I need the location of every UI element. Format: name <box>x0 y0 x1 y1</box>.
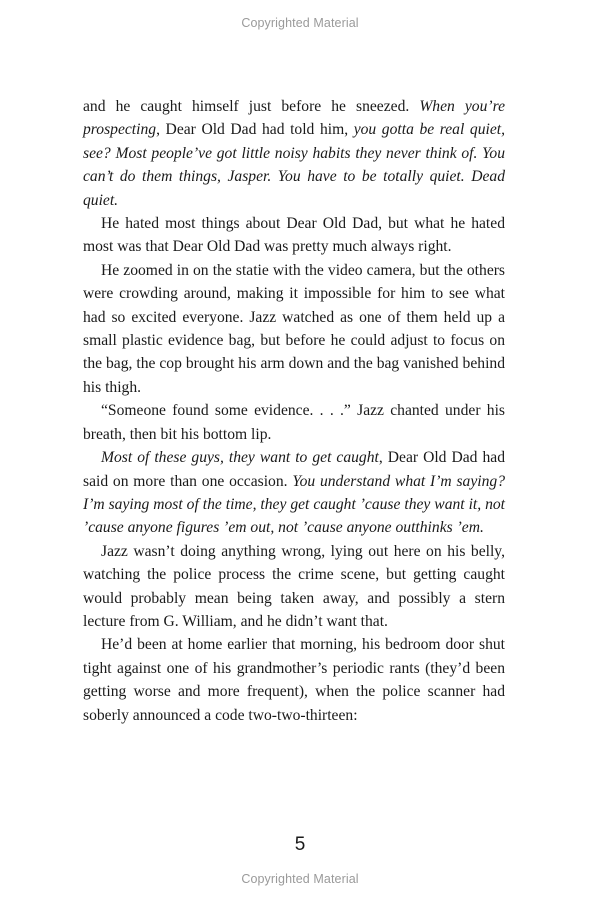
italic-text-run: When you’re prospecting <box>83 98 505 139</box>
text-run: He zoomed in on the statie with the video camera, but the others were crowding around, making it impossible for him to see what had so excited everyone. Jazz watched as one of them held up a small plastic evidence bag, but before he could adjust to focus on the bag, the cop brought his arm down and the bag vanished behind his thigh. <box>83 261 505 396</box>
text-run: and he caught himself just before he sneezed. <box>83 98 420 115</box>
paragraph <box>83 95 505 212</box>
paragraph <box>83 259 505 399</box>
text-run: “Someone found some evidence. . . .” Jazz chanted under his breath, then bit his bottom lip. <box>83 402 505 443</box>
copyright-watermark-bottom: Copyrighted Material <box>241 872 359 886</box>
text-run: , Dear Old Dad had told him, <box>156 121 354 139</box>
text-run: He’d been at home earlier that morning, his bedroom door shut tight against one of his grandmother’s periodic rants (they’d been getting worse and more frequent), when the police scanner had soberly announced a code two-two-thirteen: <box>83 636 505 724</box>
paragraph <box>83 212 505 259</box>
text-run: , Dear Old Dad had said on more than one occasion. <box>83 449 505 490</box>
paragraph <box>83 446 505 540</box>
text-run: Jazz wasn’t doing anything wrong, lying out here on his belly, watching the police process the crime scene, but getting caught would probably mean being taken away, and possibly a stern lecture from G. William, and he didn’t want that. <box>83 542 505 630</box>
body-text <box>83 95 505 727</box>
italic-text-run: You understand what I’m saying? I’m saying most of the time, they get caught ’cause they want it, not ’cause anyone figures ’em out, not ’cause anyone outthinks ’em. <box>83 472 505 537</box>
copyright-watermark-top: Copyrighted Material <box>241 16 359 30</box>
text-run: He hated most things about Dear Old Dad, but what he hated most was that Dear Old Dad was pretty much always right. <box>83 215 505 256</box>
page-number: 5 <box>294 834 306 855</box>
italic-text-run: Most of these guys, they want to get caught <box>101 449 379 467</box>
paragraph <box>83 540 505 634</box>
paragraph <box>83 399 505 446</box>
italic-text-run: you gotta be real quiet, see? Most people’ve got little noisy habits they never think of. You can’t do them things, Jasper. You have to be totally quiet. Dead quiet. <box>83 121 505 209</box>
paragraph <box>83 633 505 727</box>
